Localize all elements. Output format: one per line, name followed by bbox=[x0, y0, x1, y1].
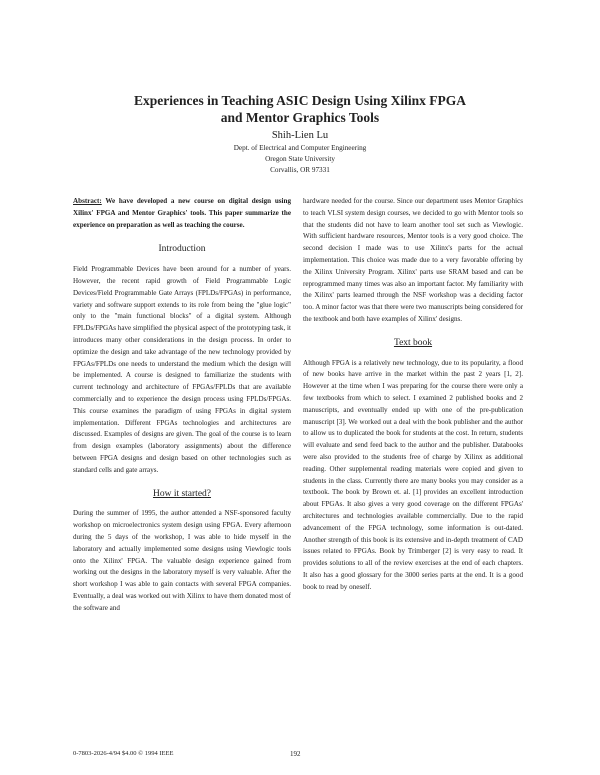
continued-paragraph: hardware needed for the course. Since our department uses Mentor Graphics to teach VLSI system design courses, we decided to go with Mentor tools so that the students did not have to learn another tool set such as Viewlogic. With sufficient hardware resources, Mentor tools is a very good choice. The second decision I made was to use Xilinx's parts for the actual implementation. This choice was made due to a very favorable offering by the Xilinx University Program. Xilinx' parts use SRAM based and can be reprogrammed many times was also an important factor. My familiarity with the Xilinx' parts learned through the NSF workshop was a deciding factor too. A minor factor was that there were two manuscripts being considered for the textbook and both have examples of Xilinx' designs. bbox=[303, 197, 523, 323]
affiliation-dept: Dept. of Electrical and Computer Engineering bbox=[233, 144, 367, 152]
affiliation-city: Corvallis, OR 97331 bbox=[270, 166, 330, 174]
paper-title bbox=[60, 92, 540, 126]
affiliation bbox=[100, 143, 500, 176]
affiliation-university: Oregon State University bbox=[265, 155, 335, 163]
title-line-2: and Mentor Graphics Tools bbox=[220, 110, 380, 125]
how-it-started-paragraph: During the summer of 1995, the author attended a NSF-sponsored faculty workshop on microelectronics system design using FPGA. Every afternoon during the 5 days of the workshop, I was able to hide myself in the laboratory and actually implemented some designs using Viewlogic tools onto the Xilinx' FPGA. The valuable design experience gained from working out the designs in the laboratory myself is very valuable. After the short workshop I was able to gain contacts with several FPGA companies. Eventually, a deal was worked out with Xilinx to have them donated most of the software and bbox=[73, 509, 291, 612]
right-column bbox=[303, 196, 523, 594]
abstract bbox=[73, 196, 291, 231]
abstract-body: We have developed a new course on digital design using Xilinx' FPGA and Mentor Graphics' tools. This paper summarize the experience on preparation as well as teaching the course. bbox=[73, 197, 291, 229]
footer-isbn: 0-7803-2026-4/94 $4.00 © 1994 IEEE bbox=[73, 750, 174, 757]
left-column bbox=[73, 196, 291, 615]
abstract-lead: Abstract: bbox=[73, 197, 102, 205]
title-line-1: Experiences in Teaching ASIC Design Using Xilinx FPGA bbox=[134, 93, 466, 108]
introduction-paragraph: Field Programmable Devices have been around for a number of years. However, the recent rapid growth of Field Programmable Logic Devices/Field Programmable Gate Arrays (FPLDs/FPGAs) in performance, variety and software support extends to its role from being the "glue logic" only to the "main functional blocks" of a digital system. Although FPLDs/FPGAs have simplified the physical aspect of the prototyping task, it introduces many other considerations in the design process. In order to optimize the design and take advantage of the new technology provided by FPGAs/FPLDs one needs to understand the medium which the design will be implemented. A course is designed to familiarize the students with current technology and architecture of FPGAs/FPLDs that are available commercially and to experience the design process using FPLDs/FPGAs. This course examines the paradigm of using FPGAs in digital system implementation. Different FPGAs technologies and architectures are discussed. Examples of designs are given. The goal of the course is to learn from design examples (laboratory assignments) about the difference between FPGA designs and design based on other technologies such as standard cells and gate arrays. bbox=[73, 265, 291, 474]
textbook-heading: Text book bbox=[393, 337, 433, 348]
how-it-started-heading: How it started? bbox=[152, 488, 212, 499]
author-name: Shih-Lien Lu bbox=[271, 130, 329, 141]
textbook-paragraph: Although FPGA is a relatively new technology, due to its popularity, a flood of new books have arrive in the market within the past 2 years [1, 2]. However at the time when I was preparing for the course there were only a few textbooks from which to select. I examined 2 published books and 2 manuscripts, and eventually ended up with one of the pre-publication manuscript [3]. We worked out a deal with the book publisher and the author to allow us to duplicated the book for students at the cost. In return, students will evaluate and send feed back to the author and the publisher. Databooks were also provided to the students free of charge by Xilinx as additional reading. Other supplemental reading materials were copied and given to students in the class. Currently there are many books you may consider as a textbook. The book by Brown et. al. [1] provides an excellent introduction about FPGAs. It also gives a very good coverage on the different FPGAs' architectures and technologies available commercially. Due to the rapid advancement of the FPGA technology, some information is out-dated. Another strength of this book is its extensive and in-depth treatment of CAD issues related to FPGAs. Book by Trimberger [2] is very easy to read. It provides solutions to all of the review exercises at the end of each chapters. It also has a good glossary for the 3000 series parts at the end. It is a good book to read by oneself. bbox=[303, 358, 523, 591]
introduction-heading: Introduction bbox=[158, 244, 206, 255]
page-number: 192 bbox=[290, 750, 301, 758]
